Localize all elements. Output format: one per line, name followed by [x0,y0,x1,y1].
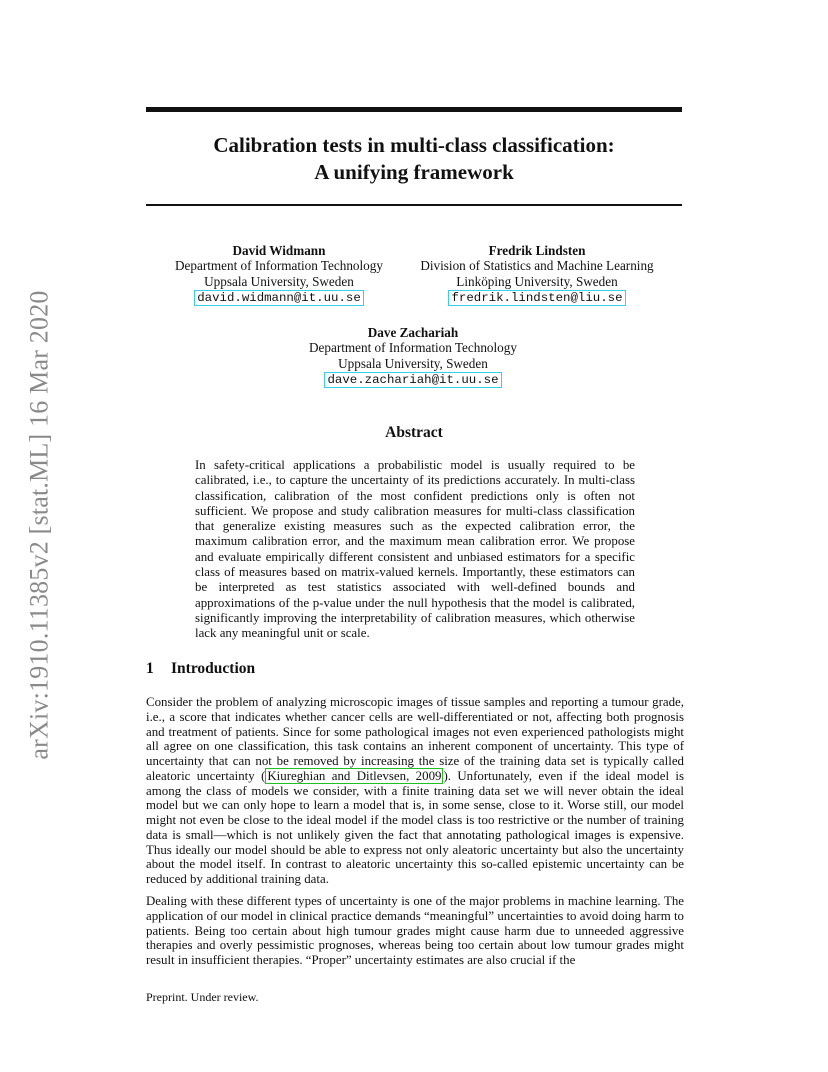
author-name: Fredrik Lindsten [488,243,586,258]
author-department: Division of Statistics and Machine Learning [420,258,654,274]
citation-link[interactable]: Kiureghian and Ditlevsen, 2009 [267,768,442,783]
author-university: Uppsala University, Sweden [338,355,488,371]
section-heading [146,660,255,678]
title-line-2: A unifying framework [314,160,514,184]
title-top-rule [146,107,682,112]
paragraph-text: ). Unfortunately, even if the ideal model is among the class of models we consider, with a finite training data set we will never obtain the ideal model but we can only hope to learn a model that is, in some sense, close to it. Worse still, our model might not even be close to the ideal model if the model class is too restrictive or the number of training data is small—which is not unlikely given the fact that annotating pathological images is expensive. Thus ideally our model should be able to express not only aleatoric uncertainty but also the uncertainty about the model itself. In contrast to aleatoric uncertainty this so-called epistemic uncertainty can be reduced by additional training data. [146,768,685,886]
abstract-text: In safety-critical applications a probabilistic model is usually required to be calibrated, i.e., to capture the uncertainty of its predictions accurately. In multi-class classification, calibration of the most confident predictions only is often not sufficient. We propose and study calibration measures for multi-class classification that generalize existing measures such as the expected calibration error, the maximum calibration error, and the maximum mean calibration error. We propose and evaluate empirically different consistent and unbiased estimators for a specific class of measures based on matrix-valued kernels. Importantly, these estimators can be interpreted as test statistics associated with well-defined bounds and approximations of the p-value under the null hypothesis that the model is calibrated, significantly improving the interpretability of calibration measures, which otherwise lack any meaningful unit or scale. [195,458,635,641]
arxiv-identifier: arXiv:1910.11385v2 [stat.ML] 16 Mar 2020 [25,290,55,760]
section-title: Introduction [171,660,256,677]
abstract-heading: Abstract [385,424,443,441]
author-email-link[interactable]: dave.zachariah@it.uu.se [324,372,501,388]
paragraph [146,695,684,887]
introduction-body [146,695,684,975]
author-name: David Widmann [232,243,326,258]
author-university: Uppsala University, Sweden [204,273,354,289]
abstract-body [195,458,635,642]
author-university: Linköping University, Sweden [456,273,618,289]
author-name: Dave Zachariah [367,325,459,340]
title-bottom-rule [146,204,682,206]
author-email-link[interactable]: david.widmann@it.uu.se [194,290,364,306]
section-number: 1 [146,660,154,677]
paper-title [146,132,682,186]
author-department: Department of Information Technology [309,340,517,356]
author-block-1 [166,243,392,306]
paragraph-text: Consider the problem of analyzing microscopic images of tissue samples and reporting a tumour grade, i.e., a score that indicates whether cancer cells are well-differentiated or not, affecting both prognosis and treatment of patients. Since for some pathological images not even experienced pathologists might all agree on one classification, this task contains an inherent component of uncertainty. This type of uncertainty that can not be removed by increasing the size of the training data set is typically called aleatoric uncertainty ( [146,695,684,783]
author-block-2 [408,243,666,306]
arxiv-sidebar [22,275,58,775]
footer-note: Preprint. Under review. [146,990,259,1004]
author-email-link[interactable]: fredrik.lindsten@liu.se [448,290,625,306]
author-block-3 [290,325,536,388]
author-department: Department of Information Technology [175,258,383,274]
title-line-1: Calibration tests in multi-class classification: [213,133,615,157]
paragraph: Dealing with these different types of uncertainty is one of the major problems in machine learning. The application of our model in clinical practice demands “meaningful” uncertainties to avoid doing harm to patients. Being too certain about high tumour grades might cause harm due to unneeded aggressive therapies and overly pessimistic prognoses, whereas being too certain about low tumour grades might result in insufficient therapies. “Proper” uncertainty estimates are also crucial if the [146,894,684,968]
